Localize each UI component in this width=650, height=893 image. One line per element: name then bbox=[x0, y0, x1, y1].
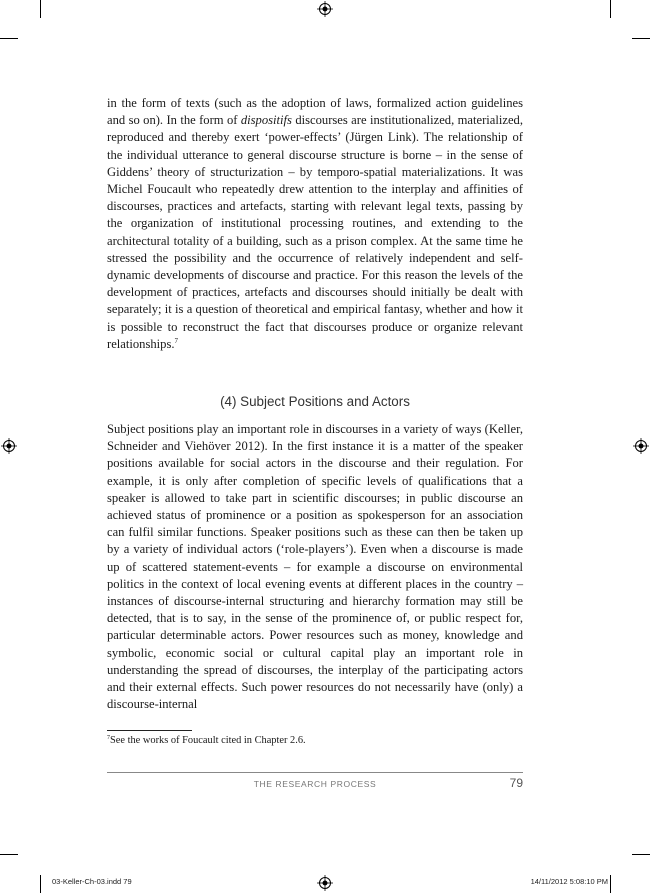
registration-mark-icon bbox=[317, 1, 333, 17]
body-paragraph bbox=[107, 421, 523, 713]
footnote-rule bbox=[107, 730, 192, 731]
crop-mark bbox=[40, 875, 41, 893]
body-paragraph bbox=[107, 95, 523, 353]
crop-mark bbox=[40, 0, 41, 18]
crop-mark bbox=[632, 854, 650, 855]
footnote bbox=[107, 734, 523, 747]
registration-mark-icon bbox=[317, 875, 333, 891]
crop-mark bbox=[0, 38, 18, 39]
footnote-reference: 7 bbox=[174, 336, 179, 345]
registration-mark-icon bbox=[633, 438, 649, 454]
crop-mark bbox=[610, 875, 611, 893]
paragraph-text: in the form of texts (such as the adoption of laws, formalized action guidelines and so on). In the form of bbox=[107, 96, 523, 128]
crop-mark bbox=[0, 854, 18, 855]
running-footer: THE RESEARCH PROCESS bbox=[253, 779, 377, 789]
paragraph-text: Subject positions play an important role in discourses in a variety of ways (Keller, Schneider and Viehöver 2012). In the first instance it is a matter of the speaker positions available for social actors in the discourse and their regulation. For example, it is only after completion of specific levels of qualifications that a speaker is allowed to take part in scientific discourses; in public discourse an achieved status of prominence or a position as spokesperson for an association can fulfil similar functions. Speaker positions such as these can then be taken up by a variety of individual actors (‘role-players’). Even when a discourse is made up of scattered statement-events – for example a discourse on environmental politics in the context of local evening events at different places in the country – instances of discourse-internal structuring and hierarchy formation may still be detected, that is to say, in the sense of the prominence of, or public respect for, particular determinable actors. Power resources such as money, knowledge and symbolic, economic social or cultural capital play an important role in understanding the spread of discourses, the interplay of the participating actors and their external effects. Such power resources do not necessarily have (only) a discourse-internal bbox=[107, 422, 523, 712]
italic-term: dispositifs bbox=[240, 113, 292, 128]
crop-mark bbox=[632, 38, 650, 39]
footnote-text: See the works of Foucault cited in Chapter 2.6. bbox=[110, 735, 306, 746]
footnote-number: 7 bbox=[107, 735, 110, 741]
slug-filename: 03-Keller-Ch-03.indd 79 bbox=[52, 877, 132, 886]
page-number: 79 bbox=[509, 776, 523, 790]
crop-mark bbox=[610, 0, 611, 18]
section-heading: (4) Subject Positions and Actors bbox=[220, 394, 410, 409]
paragraph-text: discourses are institutionalized, materialized, reproduced and thereby exert ‘power-effects’ (Jürgen Link). The relationship of the individual utterance to general discourse structure is borne – in the sense of Giddens’ theory of structurization – by temporo-spatial materializations. It was Michel Foucault who repeatedly drew attention to the interplay and affinities of discourses, practices and artefacts, starting with relevant legal texts, passing by the organization of institutional processing routines, and extending to the architectural totality of a building, such as a prison complex. At the same time he stressed the possibility and the occurrence of relatively independent and self-dynamic developments of discourse and practice. For this reason the levels of the development of practices, artefacts and discourses should initially be dealt with separately; it is a question of theoretical and empirical fantasy, whether and how it is possible to reconstruct the fact that discourses produce or organize relevant relationships. bbox=[107, 113, 523, 351]
footer-rule bbox=[107, 772, 523, 773]
slug-timestamp: 14/11/2012 5:08:10 PM bbox=[530, 877, 608, 886]
registration-mark-icon bbox=[1, 438, 17, 454]
